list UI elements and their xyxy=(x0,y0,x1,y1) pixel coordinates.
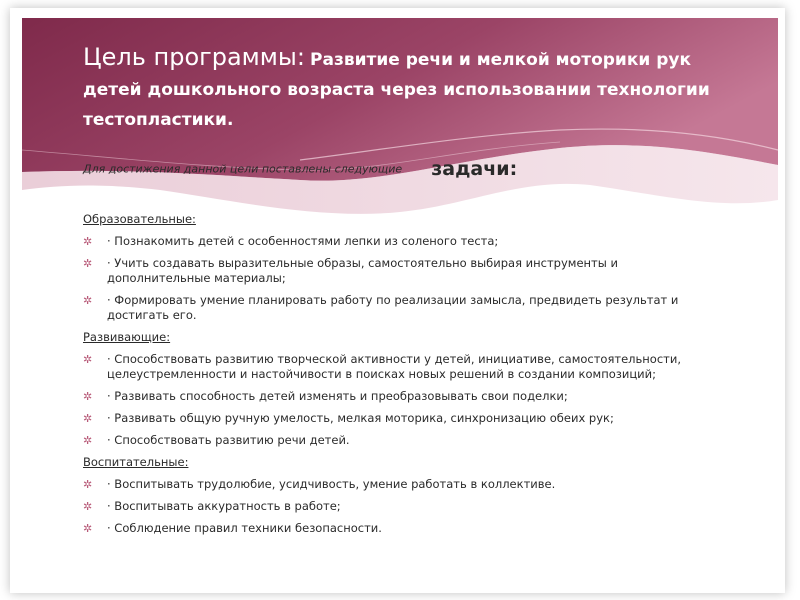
bullet-icon: ✲ xyxy=(83,235,93,248)
bullet-icon: ✲ xyxy=(83,478,93,491)
intro-text: Для достижения данной цели поставлены следующие xyxy=(83,162,403,176)
bullet-icon: ✲ xyxy=(83,434,93,447)
list-item-text: · Формировать умение планировать работу по реализации замысла, предвидеть результат и достигать его. xyxy=(107,293,679,322)
list-item xyxy=(83,293,723,323)
list-item xyxy=(83,499,723,514)
intro-line xyxy=(83,158,703,180)
list-item xyxy=(83,433,723,448)
list-item-text: · Способствовать развитию творческой активности у детей, инициативе, самостоятельности, целеустремленности и настойчивости в поисках новых решений в создании композиций; xyxy=(107,352,681,381)
bullet-icon: ✲ xyxy=(83,353,93,366)
list-item-text: · Учить создавать выразительные образы, самостоятельно выбирая инструменты и дополнительные материалы; xyxy=(107,256,618,285)
slide-title xyxy=(83,42,743,135)
bullet-icon: ✲ xyxy=(83,412,93,425)
list-item-text: · Воспитывать аккуратность в работе; xyxy=(107,499,341,513)
list-item xyxy=(83,389,723,404)
section-heading: Образовательные: xyxy=(83,212,196,226)
section-heading: Воспитательные: xyxy=(83,455,189,469)
intro-word: задачи: xyxy=(431,158,518,180)
list-item-text: · Воспитывать трудолюбие, усидчивость, умение работать в коллективе. xyxy=(107,477,556,491)
bullet-icon: ✲ xyxy=(83,257,93,270)
list-item-text: · Соблюдение правил техники безопасности. xyxy=(107,521,382,535)
list-item-text: · Способствовать развитию речи детей. xyxy=(107,433,350,447)
list-item xyxy=(83,352,723,382)
bullet-icon: ✲ xyxy=(83,390,93,403)
title-lead: Цель программы: xyxy=(83,43,305,71)
list-item-text: · Развивать общую ручную умелость, мелкая моторика, синхронизацию обеих рук; xyxy=(107,411,614,425)
list-item xyxy=(83,234,723,249)
list-item xyxy=(83,411,723,426)
title-rest: Развитие речи и мелкой моторики рук детей дошкольного возраста через использовании технологии тестопластики. xyxy=(83,50,710,130)
tasks-content xyxy=(83,212,723,543)
list-item xyxy=(83,477,723,492)
bullet-icon: ✲ xyxy=(83,500,93,513)
bullet-icon: ✲ xyxy=(83,294,93,307)
bullet-icon: ✲ xyxy=(83,522,93,535)
list-item-text: · Развивать способность детей изменять и преобразовывать свои поделки; xyxy=(107,389,568,403)
list-item-text: · Познакомить детей с особенностями лепки из соленого теста; xyxy=(107,234,499,248)
section-heading: Развивающие: xyxy=(83,330,171,344)
list-item xyxy=(83,521,723,536)
list-item xyxy=(83,256,723,286)
